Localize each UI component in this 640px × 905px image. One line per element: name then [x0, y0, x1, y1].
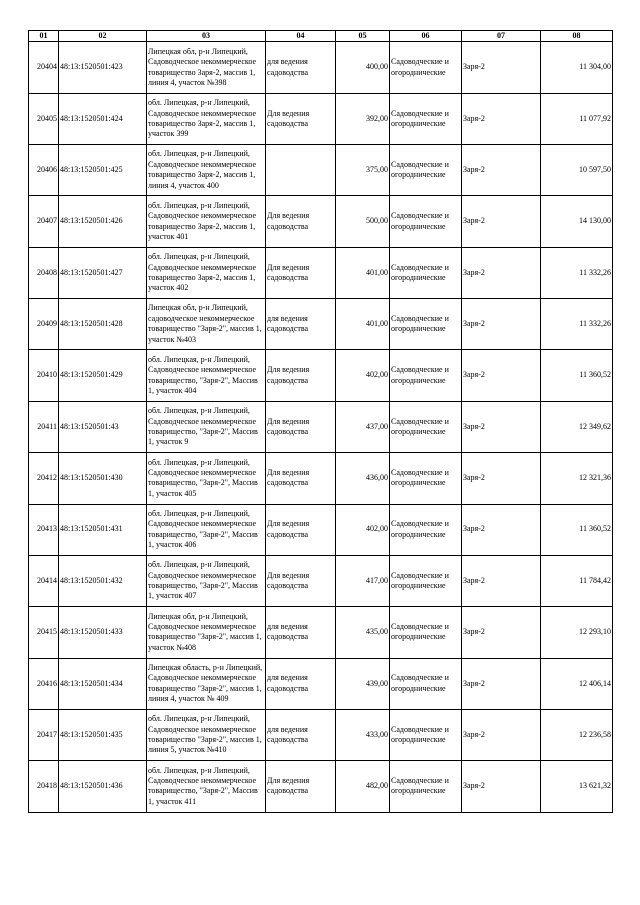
column-header: 04 — [266, 31, 336, 42]
purpose-cell-text: Для ведения садоводства — [267, 211, 310, 231]
table-row — [29, 299, 613, 350]
cadastral-number-cell — [59, 761, 147, 812]
address-cell — [147, 42, 266, 93]
area-cell-text: 482,00 — [366, 781, 388, 791]
purpose-cell-text: для ведения садоводства — [267, 621, 309, 642]
cadastral-number-cell — [59, 145, 147, 196]
value-cell — [541, 607, 613, 658]
purpose-cell — [266, 709, 336, 760]
area-cell-text: 401,00 — [366, 319, 388, 329]
column-header: 08 — [541, 31, 613, 42]
address-cell-text: Липецкая обл, р-н Липецкий, садоводческое некоммерческое товарищество "Заря-2", массив 1, участок №403 — [148, 303, 262, 344]
row-number-cell — [29, 299, 59, 350]
value-cell-text: 12 321,36 — [579, 473, 611, 483]
category-cell — [390, 247, 462, 298]
cadastral-number-cell-text: 48:13:1520501:435 — [60, 729, 123, 739]
area-cell — [336, 401, 390, 452]
value-cell-text: 11 784,42 — [579, 575, 611, 585]
area-cell-text: 436,00 — [366, 473, 388, 483]
category-cell — [390, 658, 462, 709]
cadastral-number-cell-text: 48:13:1520501:423 — [60, 62, 123, 72]
category-cell-text: Садоводческие и огороднические — [391, 57, 449, 77]
partnership-cell — [462, 247, 541, 298]
category-cell — [390, 350, 462, 401]
purpose-cell-text: Для ведения садоводства — [267, 775, 310, 796]
partnership-cell — [462, 350, 541, 401]
column-header: 02 — [59, 31, 147, 42]
row-number-cell-text: 20406 — [37, 165, 57, 175]
category-cell — [390, 555, 462, 606]
category-cell-text: Садоводческие и огороднические — [391, 365, 449, 385]
cadastral-number-cell-text: 48:13:1520501:429 — [60, 370, 123, 380]
category-cell — [390, 761, 462, 812]
value-cell — [541, 145, 613, 196]
value-cell — [541, 350, 613, 401]
purpose-cell-text: Для ведения садоводства — [267, 519, 310, 539]
row-number-cell-text: 20416 — [37, 678, 57, 688]
value-cell-text: 11 360,52 — [579, 370, 611, 380]
partnership-cell — [462, 555, 541, 606]
address-cell — [147, 299, 266, 350]
table-row — [29, 350, 613, 401]
address-cell-text: Липецкая обл, р-н Липецкий, Садоводческое некоммерческое товарищество Заря-2, массив 1, линия 4, участок №398 — [148, 46, 257, 87]
cadastral-number-cell — [59, 504, 147, 555]
partnership-cell-text: Заря-2 — [463, 473, 485, 483]
purpose-cell — [266, 453, 336, 504]
table-row — [29, 504, 613, 555]
category-cell — [390, 299, 462, 350]
area-cell-text: 392,00 — [366, 113, 388, 123]
value-cell-text: 12 349,62 — [579, 421, 611, 431]
row-number-cell — [29, 350, 59, 401]
purpose-cell — [266, 42, 336, 93]
category-cell-text: Садоводческие и огороднические — [391, 519, 449, 539]
partnership-cell-text: Заря-2 — [463, 627, 485, 637]
partnership-cell-text: Заря-2 — [463, 524, 485, 534]
address-cell-text: обл. Липецкая, р-н Липецкий, Садоводческое некоммерческое товарищество, "Заря-2", Массив 1, участок 405 — [148, 457, 258, 498]
row-number-cell — [29, 761, 59, 812]
address-cell — [147, 93, 266, 144]
purpose-cell — [266, 247, 336, 298]
table-row — [29, 401, 613, 452]
cadastral-number-cell — [59, 401, 147, 452]
purpose-cell-text: Для ведения садоводства — [267, 570, 310, 591]
row-number-cell — [29, 453, 59, 504]
land-plots-table — [28, 30, 613, 813]
address-cell-text: обл. Липецкая, р-н Липецкий, Садоводческое некоммерческое товарищество Заря-2, массив 1, линия 4, участок 400 — [148, 149, 257, 190]
cadastral-number-cell-text: 48:13:1520501:436 — [60, 781, 123, 791]
table-row — [29, 93, 613, 144]
column-header: 01 — [29, 31, 59, 42]
value-cell — [541, 709, 613, 760]
purpose-cell-text: Для ведения садоводства — [267, 416, 310, 436]
address-cell-text: обл. Липецкая, р-н Липецкий, Садоводческое некоммерческое товарищество, "Заря-2", Массив 1, участок 407 — [148, 560, 258, 601]
column-header: 03 — [147, 31, 266, 42]
row-number-cell-text: 20415 — [37, 627, 57, 637]
address-cell — [147, 607, 266, 658]
area-cell-text: 401,00 — [366, 267, 388, 277]
area-cell — [336, 42, 390, 93]
purpose-cell-text: Для ведения садоводства — [267, 467, 310, 488]
partnership-cell — [462, 93, 541, 144]
area-cell-text: 433,00 — [366, 729, 388, 739]
category-cell-text: Садоводческие и огороднические — [391, 313, 449, 334]
value-cell-text: 13 621,32 — [579, 781, 611, 791]
purpose-cell — [266, 504, 336, 555]
cadastral-number-cell-text: 48:13:1520501:424 — [60, 113, 123, 123]
category-cell — [390, 607, 462, 658]
value-cell — [541, 401, 613, 452]
table-row — [29, 607, 613, 658]
purpose-cell — [266, 145, 336, 196]
row-number-cell — [29, 709, 59, 760]
row-number-cell-text: 20411 — [37, 421, 57, 431]
cadastral-number-cell-text: 48:13:1520501:427 — [60, 267, 123, 277]
cadastral-number-cell — [59, 658, 147, 709]
row-number-cell — [29, 196, 59, 247]
area-cell — [336, 299, 390, 350]
row-number-cell-text: 20408 — [37, 267, 57, 277]
cadastral-number-cell-text: 48:13:1520501:425 — [60, 165, 123, 175]
area-cell — [336, 504, 390, 555]
area-cell-text: 435,00 — [366, 627, 388, 637]
row-number-cell-text: 20413 — [37, 524, 57, 534]
partnership-cell — [462, 299, 541, 350]
row-number-cell-text: 20407 — [37, 216, 57, 226]
address-cell — [147, 761, 266, 812]
row-number-cell-text: 20404 — [37, 62, 57, 72]
area-cell-text: 375,00 — [366, 165, 388, 175]
column-header: 05 — [336, 31, 390, 42]
category-cell-text: Садоводческие и огороднические — [391, 108, 449, 128]
area-cell — [336, 658, 390, 709]
cadastral-number-cell — [59, 196, 147, 247]
column-header: 07 — [462, 31, 541, 42]
cadastral-number-cell-text: 48:13:1520501:428 — [60, 319, 123, 329]
value-cell — [541, 504, 613, 555]
value-cell-text: 12 293,10 — [579, 627, 611, 637]
row-number-cell-text: 20405 — [37, 113, 57, 123]
row-number-cell-text: 20409 — [37, 319, 57, 329]
purpose-cell-text: для ведения садоводства — [267, 673, 309, 693]
purpose-cell-text: Для ведения садоводства — [267, 365, 310, 385]
table-row — [29, 658, 613, 709]
partnership-cell — [462, 761, 541, 812]
row-number-cell — [29, 658, 59, 709]
table-row — [29, 42, 613, 93]
partnership-cell-text: Заря-2 — [463, 267, 485, 277]
area-cell — [336, 145, 390, 196]
category-cell-text: Садоводческие и огороднические — [391, 416, 449, 436]
area-cell-text: 439,00 — [366, 678, 388, 688]
purpose-cell — [266, 658, 336, 709]
partnership-cell — [462, 196, 541, 247]
value-cell — [541, 299, 613, 350]
partnership-cell — [462, 504, 541, 555]
category-cell-text: Садоводческие и огороднические — [391, 467, 449, 488]
value-cell-text: 10 597,50 — [579, 165, 611, 175]
address-cell-text: обл. Липецкая, р-н Липецкий, Садоводческое некоммерческое товарищество Заря-2, массив 1, участок 402 — [148, 252, 257, 293]
partnership-cell-text: Заря-2 — [463, 370, 485, 380]
table-row — [29, 247, 613, 298]
address-cell — [147, 247, 266, 298]
address-cell — [147, 504, 266, 555]
partnership-cell-text: Заря-2 — [463, 62, 485, 72]
row-number-cell — [29, 93, 59, 144]
value-cell-text: 11 304,00 — [579, 62, 611, 72]
header-row — [29, 31, 613, 42]
address-cell-text: обл. Липецкая, р-н Липецкий, Садоводческое некоммерческое товарищество, "Заря-2", Массив 1, участок 404 — [148, 354, 258, 396]
value-cell — [541, 761, 613, 812]
partnership-cell — [462, 709, 541, 760]
category-cell — [390, 93, 462, 144]
category-cell-text: Садоводческие и огороднические — [391, 211, 449, 231]
value-cell-text: 11 360,52 — [579, 524, 611, 534]
row-number-cell — [29, 555, 59, 606]
cadastral-number-cell-text: 48:13:1520501:430 — [60, 473, 123, 483]
partnership-cell — [462, 42, 541, 93]
purpose-cell-text: для ведения садоводства — [267, 313, 309, 334]
purpose-cell-text: для ведения садоводства — [267, 724, 309, 745]
row-number-cell-text: 20410 — [37, 370, 57, 380]
category-cell-text: Садоводческие и огороднические — [391, 775, 449, 796]
category-cell-text: Садоводческие и огороднические — [391, 673, 449, 693]
row-number-cell — [29, 145, 59, 196]
value-cell-text: 11 332,26 — [579, 319, 611, 329]
address-cell-text: обл. Липецкая, р-н Липецкий, Садоводческое некоммерческое товарищество Заря-2, массив 1, участок 399 — [148, 98, 257, 139]
address-cell-text: обл. Липецкая, р-н Липецкий, Садоводческое некоммерческое товарищество "Заря-2", массив 1, линия 5, участок №410 — [148, 714, 262, 755]
purpose-cell — [266, 401, 336, 452]
cadastral-number-cell — [59, 709, 147, 760]
value-cell — [541, 42, 613, 93]
area-cell — [336, 350, 390, 401]
category-cell — [390, 401, 462, 452]
row-number-cell-text: 20414 — [37, 575, 57, 585]
area-cell — [336, 247, 390, 298]
purpose-cell-text: для ведения садоводства — [267, 57, 309, 77]
purpose-cell — [266, 196, 336, 247]
category-cell-text: Садоводческие и огороднические — [391, 262, 449, 282]
purpose-cell — [266, 350, 336, 401]
address-cell — [147, 145, 266, 196]
partnership-cell-text: Заря-2 — [463, 113, 485, 123]
row-number-cell — [29, 42, 59, 93]
address-cell-text: обл. Липецкая, р-н Липецкий, Садоводческое некоммерческое товарищество, "Заря-2", Массив 1, участок 9 — [148, 406, 258, 447]
table-row — [29, 145, 613, 196]
table-row — [29, 709, 613, 760]
partnership-cell — [462, 401, 541, 452]
cadastral-number-cell — [59, 453, 147, 504]
area-cell — [336, 761, 390, 812]
partnership-cell — [462, 453, 541, 504]
area-cell-text: 500,00 — [366, 216, 388, 226]
column-header: 06 — [390, 31, 462, 42]
area-cell-text: 402,00 — [366, 370, 388, 380]
purpose-cell — [266, 93, 336, 144]
category-cell — [390, 709, 462, 760]
row-number-cell — [29, 504, 59, 555]
area-cell-text: 402,00 — [366, 524, 388, 534]
partnership-cell-text: Заря-2 — [463, 678, 485, 688]
category-cell — [390, 145, 462, 196]
area-cell — [336, 453, 390, 504]
cadastral-number-cell-text: 48:13:1520501:434 — [60, 678, 123, 688]
value-cell-text: 11 332,26 — [579, 267, 611, 277]
address-cell — [147, 555, 266, 606]
category-cell — [390, 196, 462, 247]
value-cell-text: 12 406,14 — [579, 678, 611, 688]
value-cell-text: 14 130,00 — [579, 216, 611, 226]
table-row — [29, 453, 613, 504]
value-cell — [541, 658, 613, 709]
table-body — [29, 42, 613, 812]
address-cell-text: обл. Липецкая, р-н Липецкий, Садоводческое некоммерческое товарищество, "Заря-2", Массив 1, участок 411 — [148, 765, 258, 806]
category-cell — [390, 504, 462, 555]
row-number-cell-text: 20412 — [37, 473, 57, 483]
area-cell — [336, 93, 390, 144]
purpose-cell — [266, 607, 336, 658]
category-cell-text: Садоводческие и огороднические — [391, 621, 449, 642]
row-number-cell — [29, 247, 59, 298]
address-cell-text: Липецкая обл, р-н Липецкий, Садоводческое некоммерческое товарищество "Заря-2", массив 1, участок №408 — [148, 611, 262, 652]
category-cell-text: Садоводческие и огороднические — [391, 570, 449, 591]
partnership-cell-text: Заря-2 — [463, 781, 485, 791]
cadastral-number-cell — [59, 42, 147, 93]
area-cell-text: 400,00 — [366, 62, 388, 72]
value-cell — [541, 93, 613, 144]
cadastral-number-cell — [59, 247, 147, 298]
table-row — [29, 761, 613, 812]
cadastral-number-cell-text: 48:13:1520501:431 — [60, 524, 123, 534]
area-cell — [336, 555, 390, 606]
partnership-cell-text: Заря-2 — [463, 216, 485, 226]
address-cell — [147, 453, 266, 504]
area-cell-text: 437,00 — [366, 421, 388, 431]
partnership-cell-text: Заря-2 — [463, 165, 485, 175]
purpose-cell — [266, 761, 336, 812]
cadastral-number-cell — [59, 607, 147, 658]
address-cell-text: обл. Липецкая, р-н Липецкий, Садоводческое некоммерческое товарищество Заря-2, массив 1, участок 401 — [148, 200, 257, 242]
row-number-cell — [29, 607, 59, 658]
cadastral-number-cell-text: 48:13:1520501:43 — [60, 421, 119, 431]
row-number-cell-text: 20417 — [37, 729, 57, 739]
purpose-cell — [266, 299, 336, 350]
row-number-cell-text: 20418 — [37, 781, 57, 791]
partnership-cell-text: Заря-2 — [463, 319, 485, 329]
value-cell — [541, 453, 613, 504]
address-cell — [147, 196, 266, 247]
area-cell — [336, 196, 390, 247]
area-cell — [336, 607, 390, 658]
area-cell-text: 417,00 — [366, 575, 388, 585]
address-cell-text: Липецкая область, р-н Липецкий, Садоводческое некоммерческое товарищество "Заря-2", массив 1, линия 4, участок № 409 — [148, 662, 263, 704]
category-cell-text: Садоводческие и огороднические — [391, 159, 449, 180]
address-cell — [147, 658, 266, 709]
cadastral-number-cell — [59, 555, 147, 606]
address-cell-text: обл. Липецкая, р-н Липецкий, Садоводческое некоммерческое товарищество, "Заря-2", Массив 1, участок 406 — [148, 508, 258, 550]
purpose-cell — [266, 555, 336, 606]
area-cell — [336, 709, 390, 760]
cadastral-number-cell-text: 48:13:1520501:433 — [60, 627, 123, 637]
value-cell — [541, 196, 613, 247]
table-row — [29, 196, 613, 247]
cadastral-number-cell — [59, 93, 147, 144]
cadastral-number-cell-text: 48:13:1520501:432 — [60, 575, 123, 585]
partnership-cell-text: Заря-2 — [463, 575, 485, 585]
address-cell — [147, 350, 266, 401]
row-number-cell — [29, 401, 59, 452]
cadastral-number-cell — [59, 350, 147, 401]
value-cell-text: 12 236,58 — [579, 729, 611, 739]
purpose-cell-text: Для ведения садоводства — [267, 108, 310, 128]
address-cell — [147, 401, 266, 452]
partnership-cell-text: Заря-2 — [463, 729, 485, 739]
purpose-cell-text: Для ведения садоводства — [267, 262, 310, 282]
value-cell — [541, 555, 613, 606]
cadastral-number-cell — [59, 299, 147, 350]
value-cell-text: 11 077,92 — [579, 113, 611, 123]
table-row — [29, 555, 613, 606]
cadastral-number-cell-text: 48:13:1520501:426 — [60, 216, 123, 226]
partnership-cell-text: Заря-2 — [463, 421, 485, 431]
category-cell — [390, 453, 462, 504]
partnership-cell — [462, 145, 541, 196]
category-cell-text: Садоводческие и огороднические — [391, 724, 449, 745]
partnership-cell — [462, 607, 541, 658]
category-cell — [390, 42, 462, 93]
address-cell — [147, 709, 266, 760]
value-cell — [541, 247, 613, 298]
partnership-cell — [462, 658, 541, 709]
